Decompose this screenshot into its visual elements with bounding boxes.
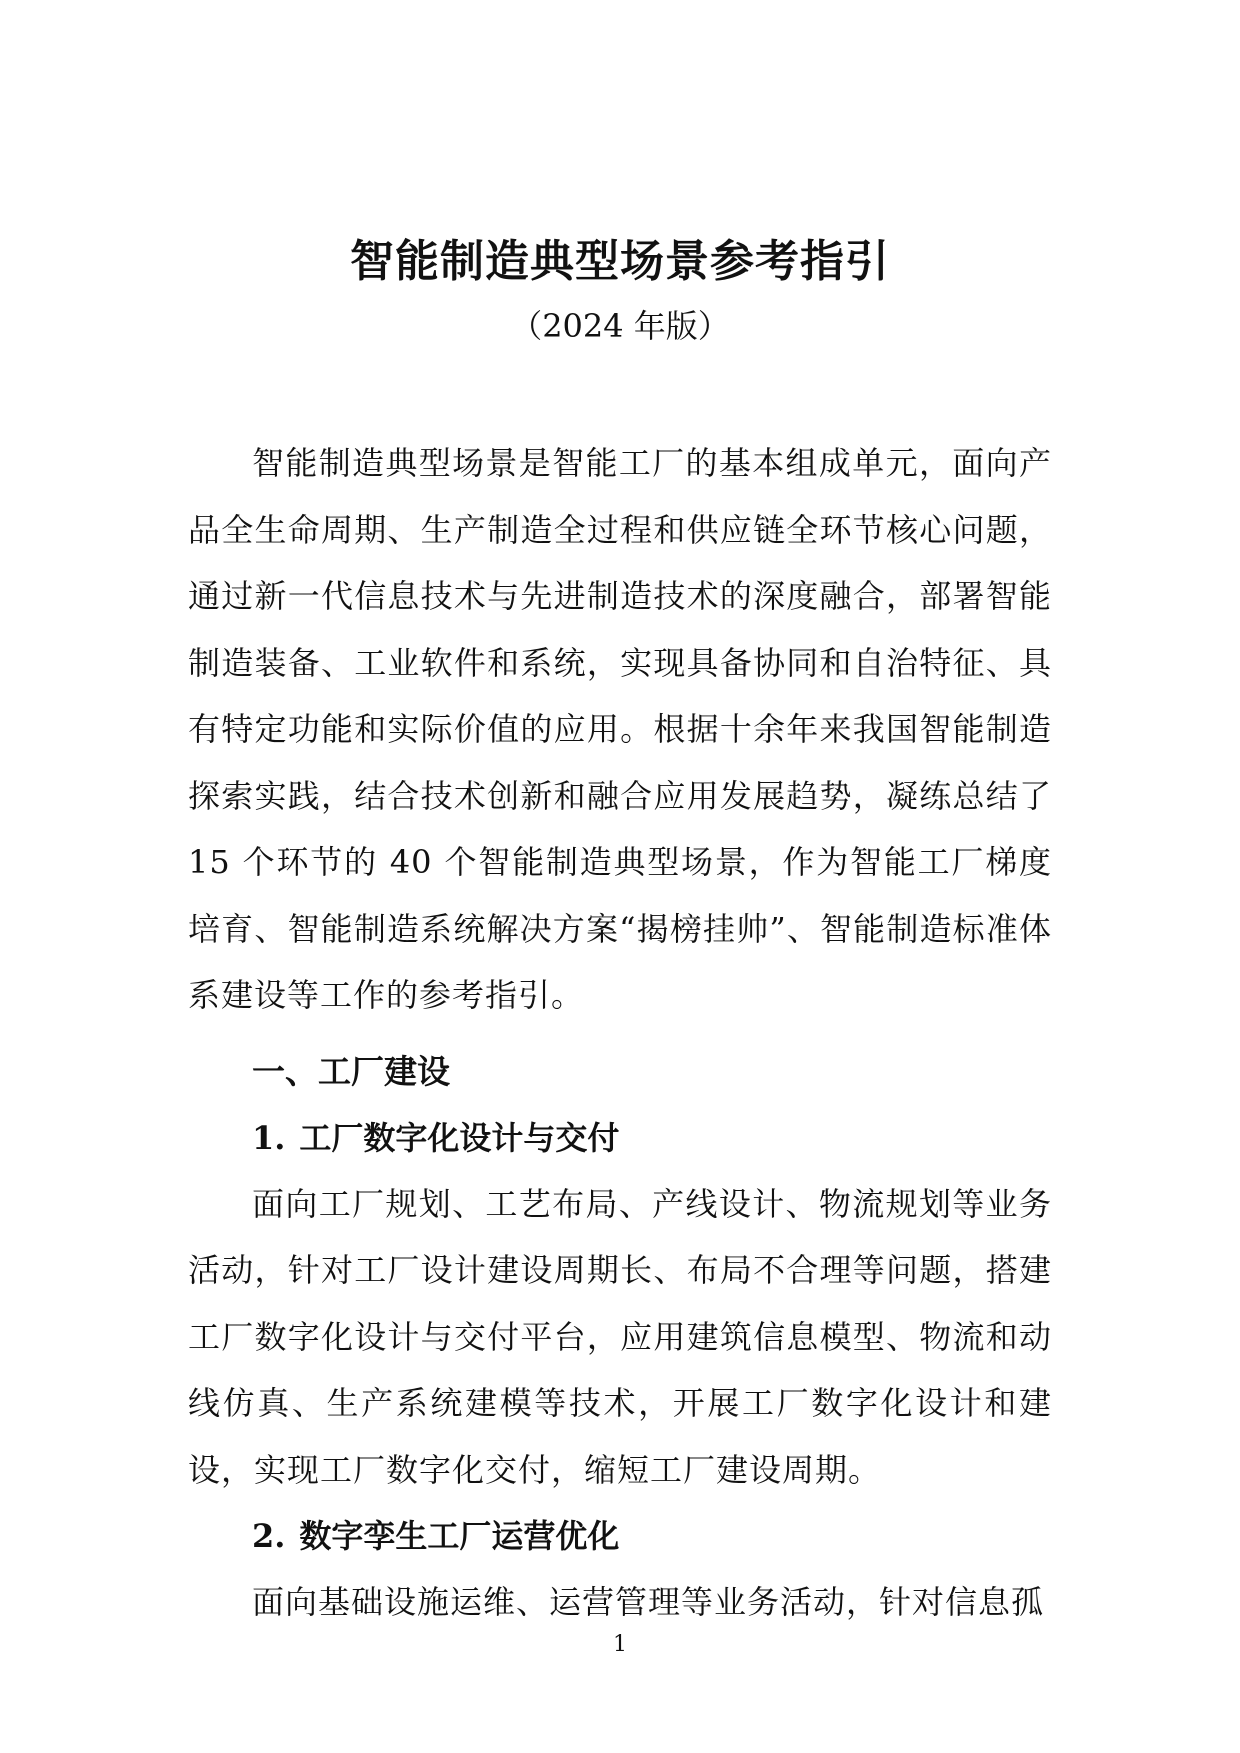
- subsection-heading-2: [188, 1503, 1052, 1569]
- document-subtitle: （2024 年版）: [510, 307, 730, 345]
- section-heading: 一、工厂建设: [252, 1051, 450, 1091]
- subsection-title: 数字孪生工厂运营优化: [299, 1517, 620, 1555]
- subsection-number: 2.: [252, 1517, 286, 1555]
- subsection-paragraph-1: 面向工厂规划、工艺布局、产线设计、物流规划等业务活动，针对工厂设计建设周期长、布局不合理等问题，搭建工厂数字化设计与交付平台，应用建筑信息模型、物流和动线仿真、生产系统建模等技术，开展工厂数字化设计和建设，实现工厂数字化交付，缩短工厂建设周期。: [188, 1184, 1052, 1489]
- subsection-number: 1.: [252, 1118, 286, 1157]
- subsection-title: 工厂数字化设计与交付: [299, 1118, 620, 1157]
- page-number: 1: [613, 1632, 627, 1657]
- document-title: 智能制造典型场景参考指引: [350, 236, 890, 287]
- subsection-paragraph-2: 面向基础设施运维、运营管理等业务活动，针对信息孤: [252, 1583, 1045, 1621]
- document-body: [188, 430, 1052, 1636]
- subsection-heading-1: [188, 1105, 1052, 1171]
- intro-paragraph: 智能制造典型场景是智能工厂的基本组成单元，面向产品全生命周期、生产制造全过程和供应链全环节核心问题，通过新一代信息技术与先进制造技术的深度融合，部署智能制造装备、工业软件和系统，实现具备协同和自治特征、具有特定功能和实际价值的应用。根据十余年来我国智能制造探索实践，结合技术创新和融合应用发展趋势，凝练总结了 15 个环节的 40 个智能制造典型场景，作为智能工厂梯度培育、智能制造系统解决方案“揭榜挂帅”、智能制造标准体系建设等工作的参考指引。: [188, 444, 1052, 1014]
